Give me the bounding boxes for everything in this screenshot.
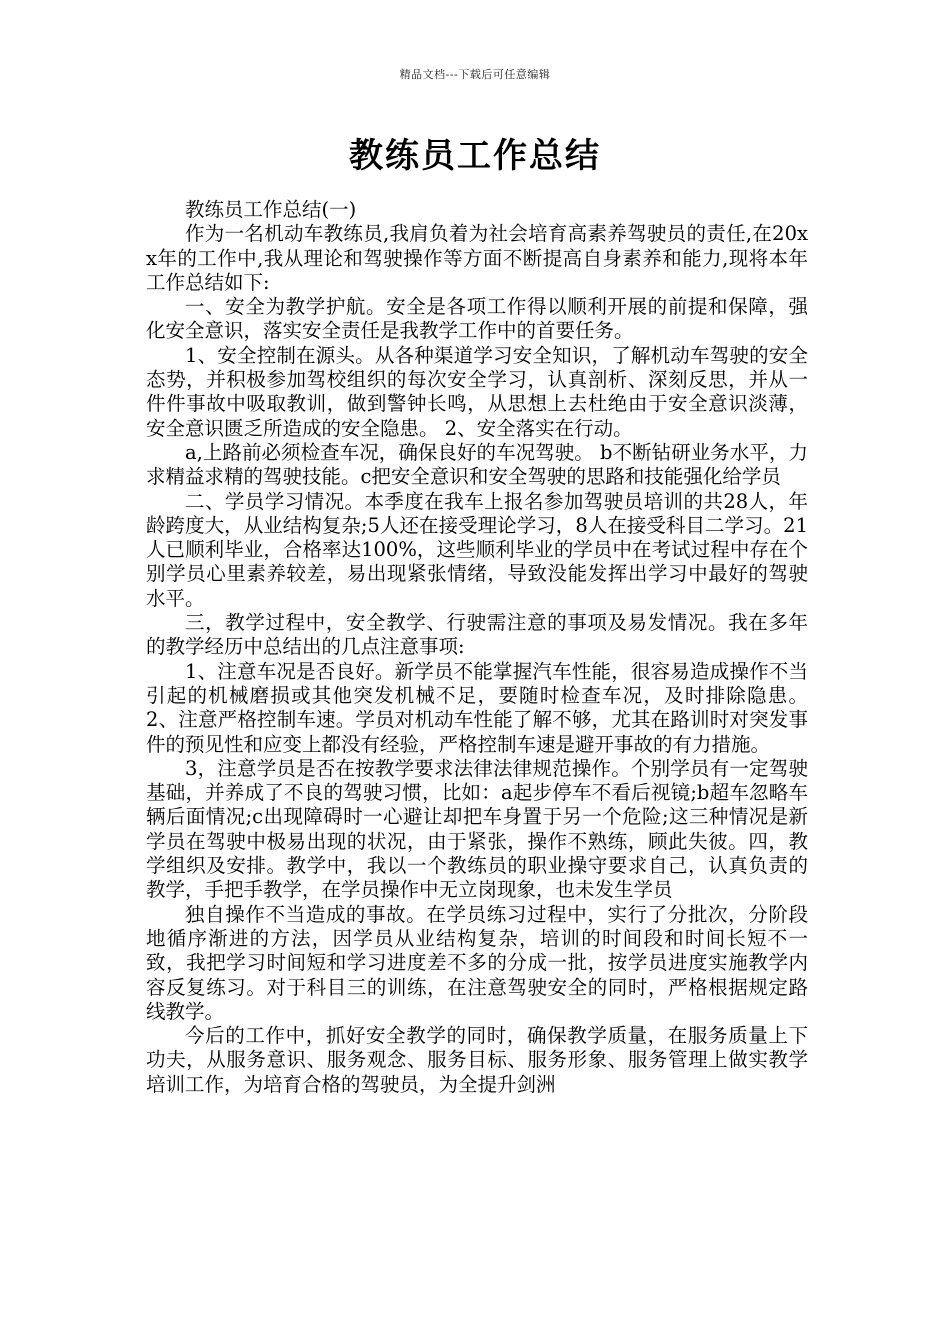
paragraph-safety-action: a,上路前必须检查车况，确保良好的车况驾驶。 b不断钻研业务水平，力求精益求精的驾驶技能。c把安全意识和安全驾驶的思路和技能强化给学员 — [146, 440, 808, 489]
section-heading: 教练员工作总结(一) — [185, 198, 357, 221]
paragraph-student-habits: 3，注意学员是否在按教学要求法律法律规范操作。个别学员有一定驾驶基础，并养成了不良的驾驶习惯，比如：a起步停车不看后视镜;b超车忽略车辆后面情况;c出现障碍时一心避让却把车身置于另一个危险;这三种情况是新学员在驾驶中极易出现的状况，由于紧张，操作不熟练，顾此失彼。四，教学组织及安排。教学中，我以一个教练员的职业操守要求自己，认真负责的教学，手把手教学，在学员操作中无立岗现象，也未发生学员 — [146, 756, 808, 902]
document-title: 教练员工作总结 — [349, 136, 601, 176]
paragraph-future-work: 今后的工作中，抓好安全教学的同时，确保教学质量，在服务质量上下功夫，从服务意识、服务观念、服务目标、服务形象、服务管理上做实教学培训工作，为培育合格的驾驶员，为全提升剑洲 — [146, 1024, 808, 1096]
paragraph-batch-training: 独自操作不当造成的事故。在学员练习过程中，实行了分批次，分阶段地循序渐进的方法，因学员从业结构复杂，培训的时间段和时间长短不一致，我把学习时间短和学习进度差不多的分成一批，按学员进度实施教学内容反复练习。对于科目三的训练，在注意驾驶安全的同时，严格根据规定路线教学。 — [146, 902, 808, 1023]
page-header-note: 精品文档---下载后可任意编辑 — [399, 68, 551, 81]
paragraph-vehicle-speed: 1、注意车况是否良好。新学员不能掌握汽车性能，很容易造成操作不当引起的机械磨损或其他突发机械不足，要随时检查车况，及时排除隐患。 2、注意严格控制车速。学员对机动车性能了解不够，尤其在路训时对突发事件的预见性和应变上都没有经验，严格控制车速是避开事故的有力措施。 — [146, 659, 808, 756]
paragraph-intro: 作为一名机动车教练员,我肩负着为社会培育高素养驾驶员的责任,在20xx年的工作中,我从理论和驾驶操作等方面不断提高自身素养和能力,现将本年工作总结如下: — [146, 222, 808, 294]
document-body — [146, 198, 808, 1097]
paragraph-safety-source: 1、安全控制在源头。从各种渠道学习安全知识，了解机动车驾驶的安全态势，并积极参加驾校组织的每次安全学习，认真剖析、深刻反思，并从一件件事故中吸取教训，做到警钟长鸣，从思想上去杜绝由于安全意识淡薄，安全意识匮乏所造成的安全隐患。 2、安全落实在行动。 — [146, 343, 808, 440]
paragraph-student-status: 二、学员学习情况。本季度在我车上报名参加驾驶员培训的共28人，年龄跨度大，从业结构复杂;5人还在接受理论学习，8人在接受科目二学习。21人已顺利毕业，合格率达100%，这些顺利毕业的学员中在考试过程中存在个别学员心里素养较差，易出现紧张情绪，导致没能发挥出学习中最好的驾驶水平。 — [146, 489, 808, 610]
paragraph-safety: 一、安全为教学护航。安全是各项工作得以顺利开展的前提和保障，强化安全意识，落实安全责任是我教学工作中的首要任务。 — [146, 295, 808, 343]
paragraph-teaching-notes: 三，教学过程中，安全教学、行驶需注意的事项及易发情况。我在多年的教学经历中总结出的几点注意事项: — [146, 611, 808, 659]
